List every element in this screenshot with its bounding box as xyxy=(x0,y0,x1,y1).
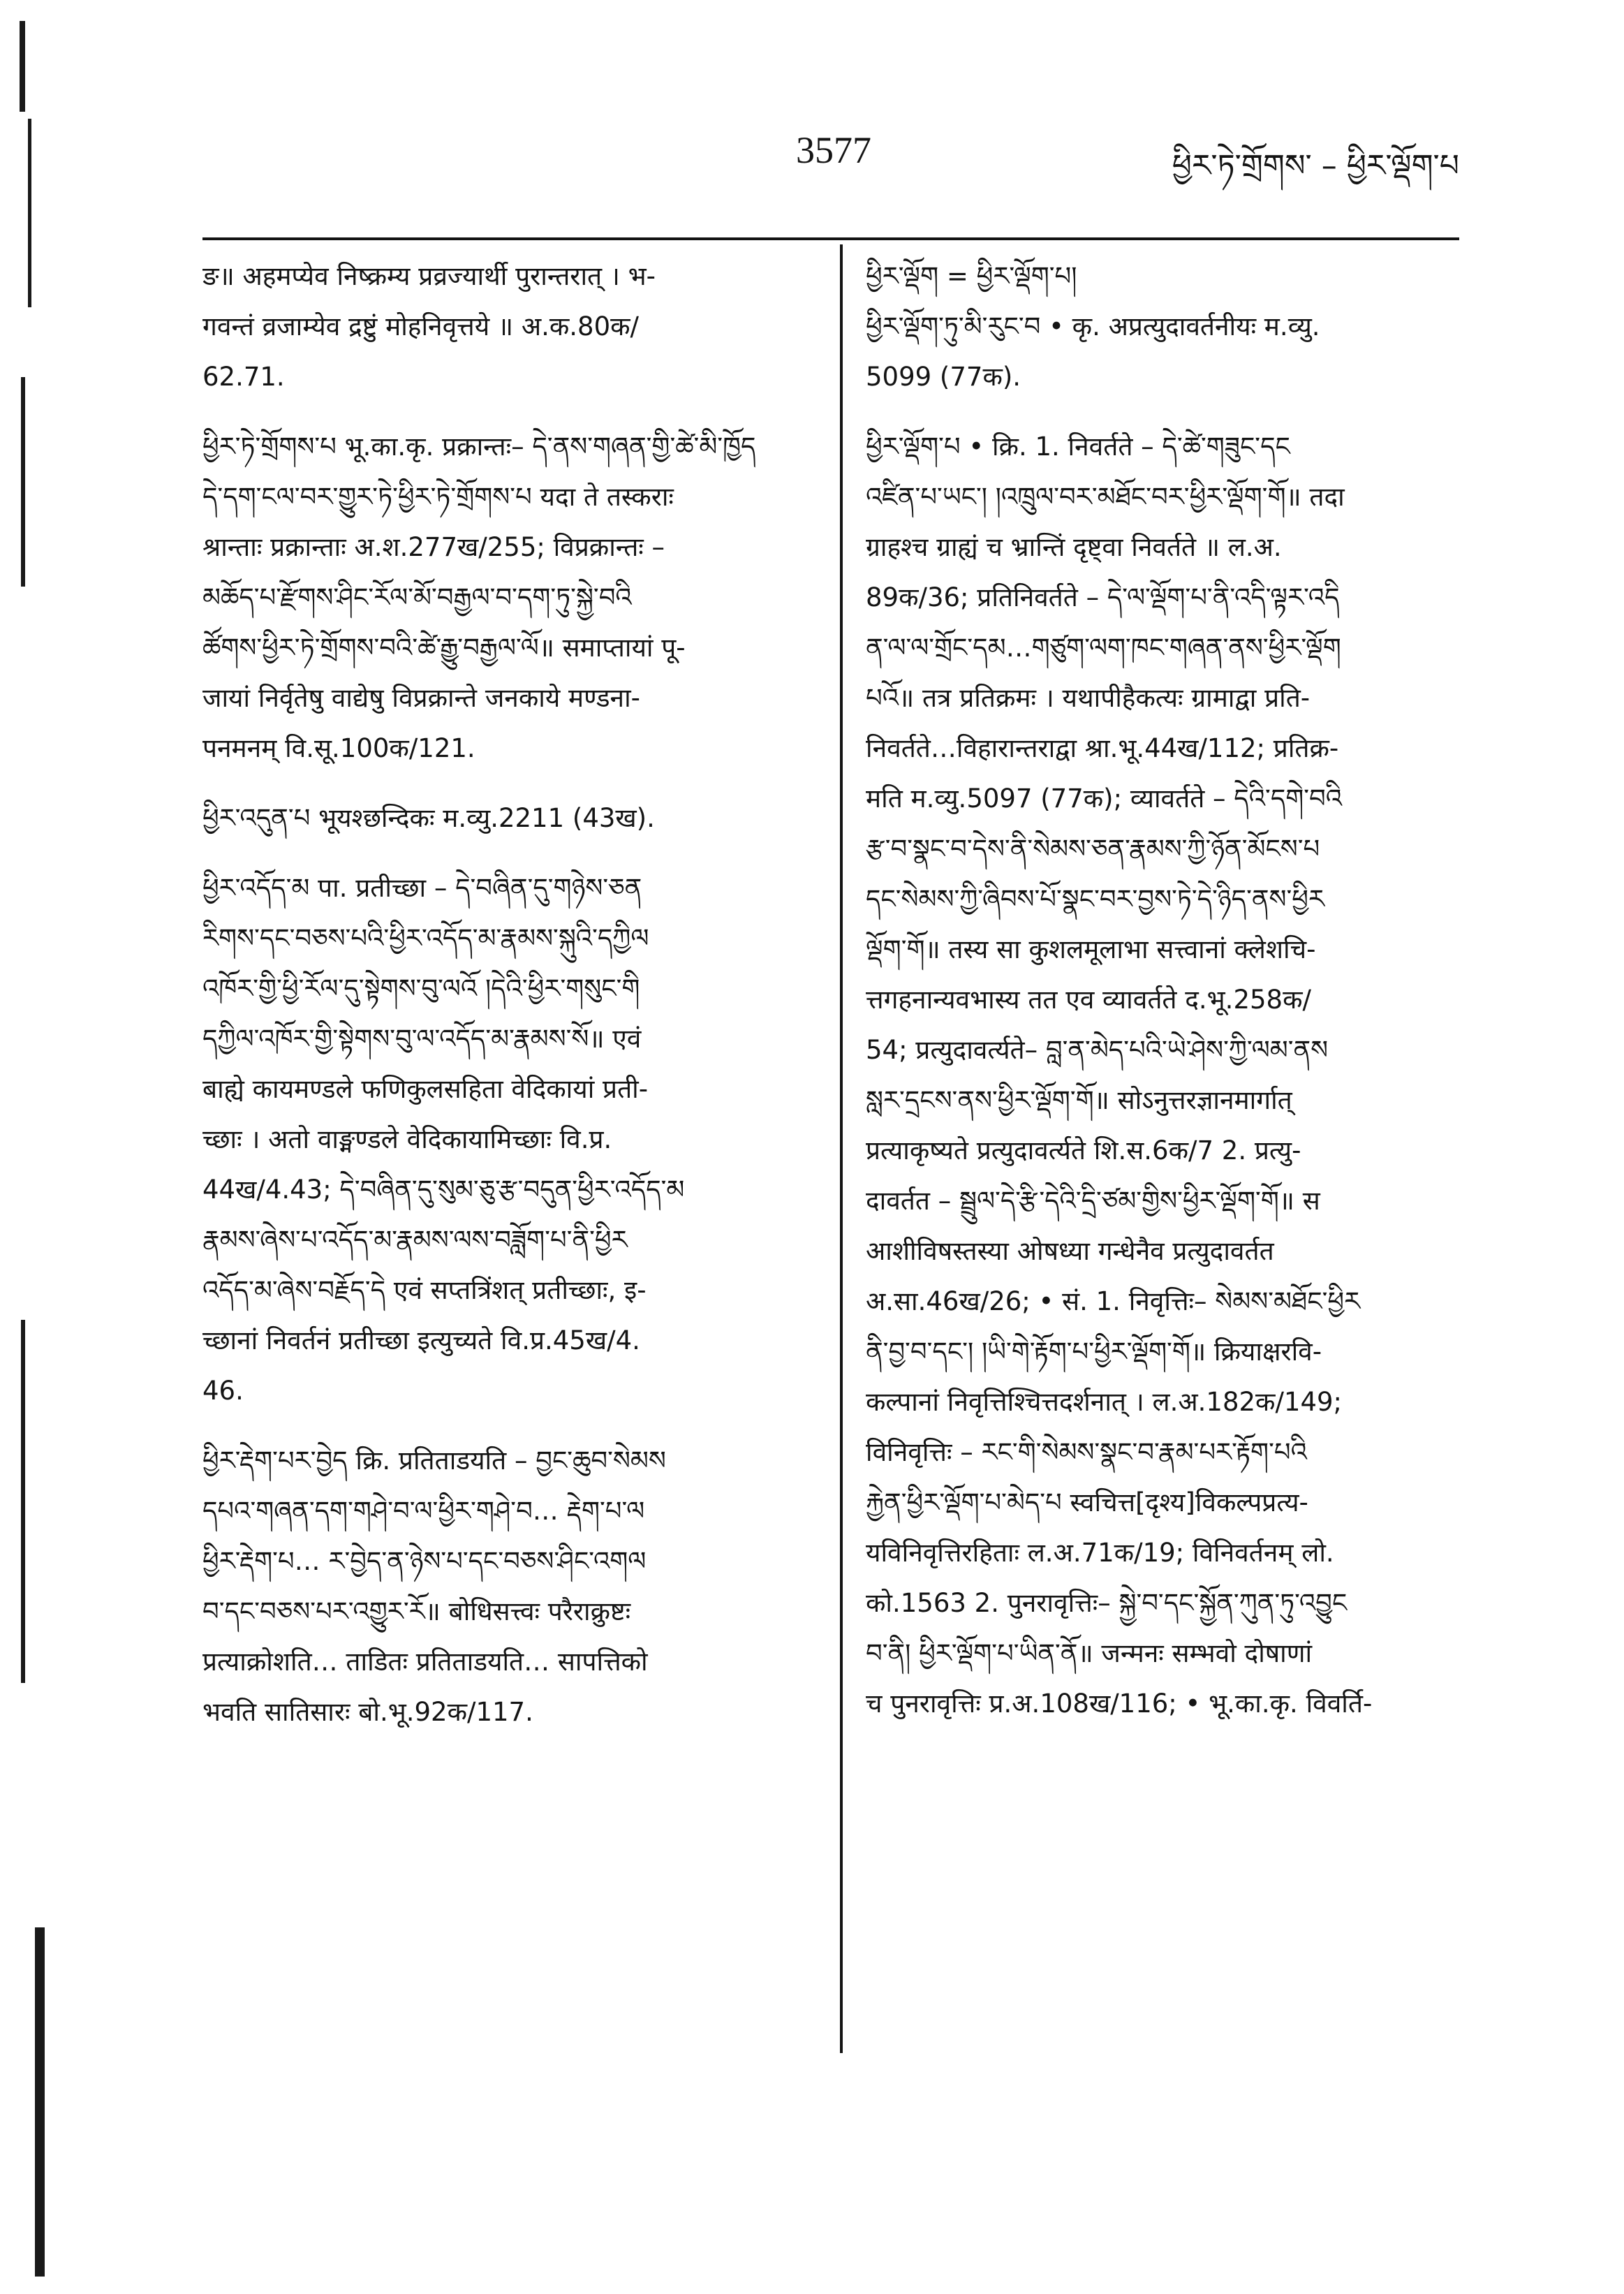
text-line: कल्पानां निवृत्तिश्चित्तदर्शनात् । ल.अ.182क/149; xyxy=(866,1387,1343,1417)
text-line: निवर्तते…विहारान्तराद्वा श्रा.भू.44ख/112; प्रतिक्र- xyxy=(866,733,1339,763)
text-line: च्छाः । अतो वाङ्मण्डले वेदिकायामिच्छाः वि.प्र. xyxy=(202,1124,612,1154)
text-line: ཕྱིར་ལྡོག་པ • क्रि. 1. निवर्तते – དེ་ཚེ་གཟུང་དང xyxy=(866,432,1290,462)
text-line: སླར་དྲངས་ནས་ཕྱིར་ལྡོག་གོ॥ सोऽनुत्तरज्ञानमार्गात् xyxy=(866,1085,1292,1115)
scan-edge-mark xyxy=(28,119,31,307)
text-line: प्रत्याकृष्यते प्रत्युदावर्त्यते शि.स.6क/7 2. प्रत्यु- xyxy=(866,1135,1301,1166)
text-line: प्रत्याक्रोशति… ताडितः प्रतिताडयति… सापत्तिको xyxy=(202,1647,648,1677)
text-line: पनमनम् वि.सू.100क/121. xyxy=(202,733,475,763)
text-line: ग्राहश्च ग्राह्यं च भ्रान्तिं दृष्ट्वा निवर्तते ॥ ल.अ. xyxy=(866,532,1282,562)
text-line: རིགས་དང་བཅས་པའི་ཕྱིར་འདོད་མ་རྣམས་སྐུའི་དཀྱིལ xyxy=(202,923,649,953)
text-line: དཀྱིལ་འཁོར་གྱི་སྟེགས་བུ་ལ་འདོད་མ་རྣམས་སོ॥ एवं xyxy=(202,1024,642,1054)
header-rule xyxy=(202,237,1459,240)
text-line: ནི་བྱ་བ་དང་། །ཡི་གེ་རྟོག་པ་ཕྱིར་ལྡོག་གོ॥ क्रियाक्षरवि- xyxy=(866,1337,1322,1367)
right-column xyxy=(866,251,1459,2081)
entry-gap xyxy=(202,774,817,793)
scan-edge-mark xyxy=(21,377,25,587)
text-line: यविनिवृत्तिरहिताः ल.अ.71क/19; विनिवर्तनम् लो. xyxy=(866,1538,1334,1568)
text-line: ཕྱིར་འདུན་པ भूयश्छन्दिकः म.व्यु.2211 (43ख). xyxy=(202,803,655,833)
text-line: च पुनरावृत्तिः प्र.अ.108ख/116; • भू.का.कृ. विवर्ति- xyxy=(866,1689,1373,1719)
text-line: མཆོད་པ་རྫོགས་ཤིང་རོལ་མོ་བརྒྱལ་བ་དག་ཏུ་སྐྱེ་བའི xyxy=(202,582,632,612)
text-line: ན་ལ་ལ་གྲོང་དམ…གཙུག་ལག་ཁང་གཞན་ནས་ཕྱིར་ལྡོག xyxy=(866,633,1341,663)
text-line: विनिवृत्तिः – རང་གི་སེམས་སྣང་བ་རྣམ་པར་རྟོག་པའི xyxy=(866,1437,1307,1467)
entry-gap xyxy=(202,844,817,863)
text-line: अ.सा.46ख/26; • सं. 1. निवृत्तिः– སེམས་མཐོང་ཕྱིར xyxy=(866,1286,1361,1316)
text-line: श्रान्ताः प्रक्रान्ताः अ.श.277ख/255; विप्रक्रान्तः – xyxy=(202,532,665,562)
text-line: को.1563 2. पुनरावृत्तिः– སྐྱེ་བ་དང་སྐྱོན་ཀུན་ཏུ་འབྱུང xyxy=(866,1588,1348,1618)
text-line: ཕྱིར་རྡེག་པར་བྱེད क्रि. प्रतिताडयति – བྱང་ཆུབ་སེམས xyxy=(202,1446,666,1476)
text-line: འཛིན་པ་ཡང་། །འཁྲུལ་བར་མཐོང་བར་ཕྱིར་ལྡོག་གོ॥ तदा xyxy=(866,482,1345,512)
text-line: 62.71. xyxy=(202,362,285,392)
text-line: जायां निर्वृतेषु वाद्येषु विप्रक्रान्ते जनकाये मण्डना- xyxy=(202,683,641,713)
scan-edge-mark xyxy=(21,1320,25,1683)
text-line: བ་དང་བཅས་པར་འགྱུར་རོ॥ बोधिसत्त्वः परैराक्रुष्टः xyxy=(202,1596,631,1626)
text-line: बाह्ये कायमण्डले फणिकुलसहिता वेदिकायां प्रती- xyxy=(202,1074,649,1104)
text-line: मति म.व्यु.5097 (77क); व्यावर्तते – དེའི་དགེ་བའི xyxy=(866,784,1343,814)
page-number: 3577 xyxy=(796,129,871,171)
text-line: 54; प्रत्युदावर्त्यते– བླ་ན་མེད་པའི་ཡེ་ཤེས་ཀྱི་ལམ་ནས xyxy=(866,1035,1329,1065)
text-line: པའོ॥ तत्र प्रतिक्रमः । यथापीहैकत्यः ग्रामाद्वा प्रति- xyxy=(866,683,1311,713)
text-line: त्तगहनान्यवभास्य तत एव व्यावर्तते द.भू.258क/ xyxy=(866,985,1311,1015)
left-column xyxy=(202,251,817,2081)
text-line: ङ॥ अहमप्येव निष्क्रम्य प्रव्रज्यार्थी पुरान्तरात् । भ- xyxy=(202,261,656,291)
text-line: 44ख/4.43; དེ་བཞིན་དུ་སུམ་ཅུ་རྩ་བདུན་ཕྱིར་འདོད་མ xyxy=(202,1175,685,1205)
text-line: འདོད་མ་ཞེས་བརྗོད་དེ एवं सप्तत्रिंशत् प्रतीच्छाः, इ- xyxy=(202,1275,647,1305)
text-line: འཁོར་གྱི་ཕྱི་རོལ་དུ་སྟེགས་བུ་ལའོ །དེའི་ཕྱིར་གསུང་གི xyxy=(202,973,640,1003)
scan-edge-mark xyxy=(20,21,25,112)
text-line: ཕྱིར་ཏེ་གྲོགས་པ भू.का.कृ. प्रक्रान्तः– དེ་ནས་གཞན་གྱི་ཚེ་མི་ཁྱོད xyxy=(202,432,756,462)
text-line: गवन्तं व्रजाम्येव द्रष्टुं मोहनिवृत्तये ॥ अ.क.80क/ xyxy=(202,311,640,341)
text-line: དང་སེམས་ཀྱི་ཞིབས་པོ་སྣང་བར་བྱས་ཏེ་དེ་ཉིད་ནས་ཕྱིར xyxy=(866,884,1325,914)
text-line: དཔའ་གཞན་དག་གཤེ་བ་ལ་ཕྱིར་གཤེ་བ… རྡེག་པ་ལ xyxy=(202,1496,645,1526)
text-line: དེ་དག་ངལ་བར་གྱུར་ཏེ་ཕྱིར་ཏེ་གྲོགས་པ यदा ते तस्कराः xyxy=(202,482,674,512)
text-line: 46. xyxy=(202,1376,244,1406)
column-divider xyxy=(840,244,843,2053)
text-line: རྣམས་ཞེས་པ་འདོད་མ་རྣམས་ལས་བཟློག་པ་ནི་ཕྱིར xyxy=(202,1225,628,1255)
text-line: 5099 (77क). xyxy=(866,362,1021,392)
text-line: आशीविषस्तस्या ओषध्या गन्धेनैव प्रत्युदावर्तत xyxy=(866,1236,1274,1266)
text-line: ཕྱིར་ལྡོག་ཏུ་མི་རུང་བ • कृ. अप्रत्युदावर्तनीयः म.व्यु. xyxy=(866,311,1320,341)
entry-gap xyxy=(866,402,1459,422)
text-line: च्छानां निवर्तनं प्रतीच्छा इत्युच्यते वि.प्र.45ख/4. xyxy=(202,1325,640,1355)
text-line: བ་ནི། ཕྱིར་ལྡོག་པ་ཡིན་ནོ॥ जन्मनः सम्भवो दोषाणां xyxy=(866,1638,1313,1668)
entry-gap xyxy=(202,402,817,422)
text-line: 89क/36; प्रतिनिवर्तते – དེ་ལ་ལྡོག་པ་ནི་འདི་ལྟར་འདི xyxy=(866,582,1340,612)
text-line: རྩ་བ་སྣང་བ་དེས་ནི་སེམས་ཅན་རྣམས་ཀྱི་ཉོན་མོངས་པ xyxy=(866,834,1320,864)
text-line: भवति सातिसारः बो.भू.92क/117. xyxy=(202,1697,533,1727)
entry-gap xyxy=(202,1416,817,1436)
text-line: རྐྱེན་ཕྱིར་ལྡོག་པ་མེད་པ स्वचित्त[दृश्य]विकल्पप्रत्य- xyxy=(866,1487,1308,1517)
text-line: ལྡོག་གོ॥ तस्य सा कुशलमूलाभा सत्त्वानां क्लेशचि- xyxy=(866,934,1316,964)
text-line: दावर्तत – སྦྲུལ་དེ་རྩི་དེའི་དྲི་ཙམ་གྱིས་ཕྱིར་ལྡོག་གོ॥ स xyxy=(866,1186,1320,1216)
page-header xyxy=(202,112,1459,196)
running-head: ཕྱིར་ཏེ་གྲོགས་ – ཕྱིར་ལྡོག་པ xyxy=(1172,148,1459,184)
text-line: ཕྱིར་ལྡོག = ཕྱིར་ལྡོག་པ། xyxy=(866,261,1077,291)
text-line: ཕྱིར་འདོད་མ पा. प्रतीच्छा – དེ་བཞིན་དུ་གཉེས་ཅན xyxy=(202,873,642,903)
text-line: ཚོགས་ཕྱིར་ཏེ་གྲོགས་བའི་ཚེ་རྒྱུ་བརྒྱལ་ལོ॥ समाप्तायां पू- xyxy=(202,633,686,663)
text-line: ཕྱིར་རྡེག་པ… ར་བྱེད་ན་ཉེས་པ་དང་བཅས་ཤིང་འགལ xyxy=(202,1546,647,1576)
scan-edge-mark xyxy=(35,1927,45,2277)
